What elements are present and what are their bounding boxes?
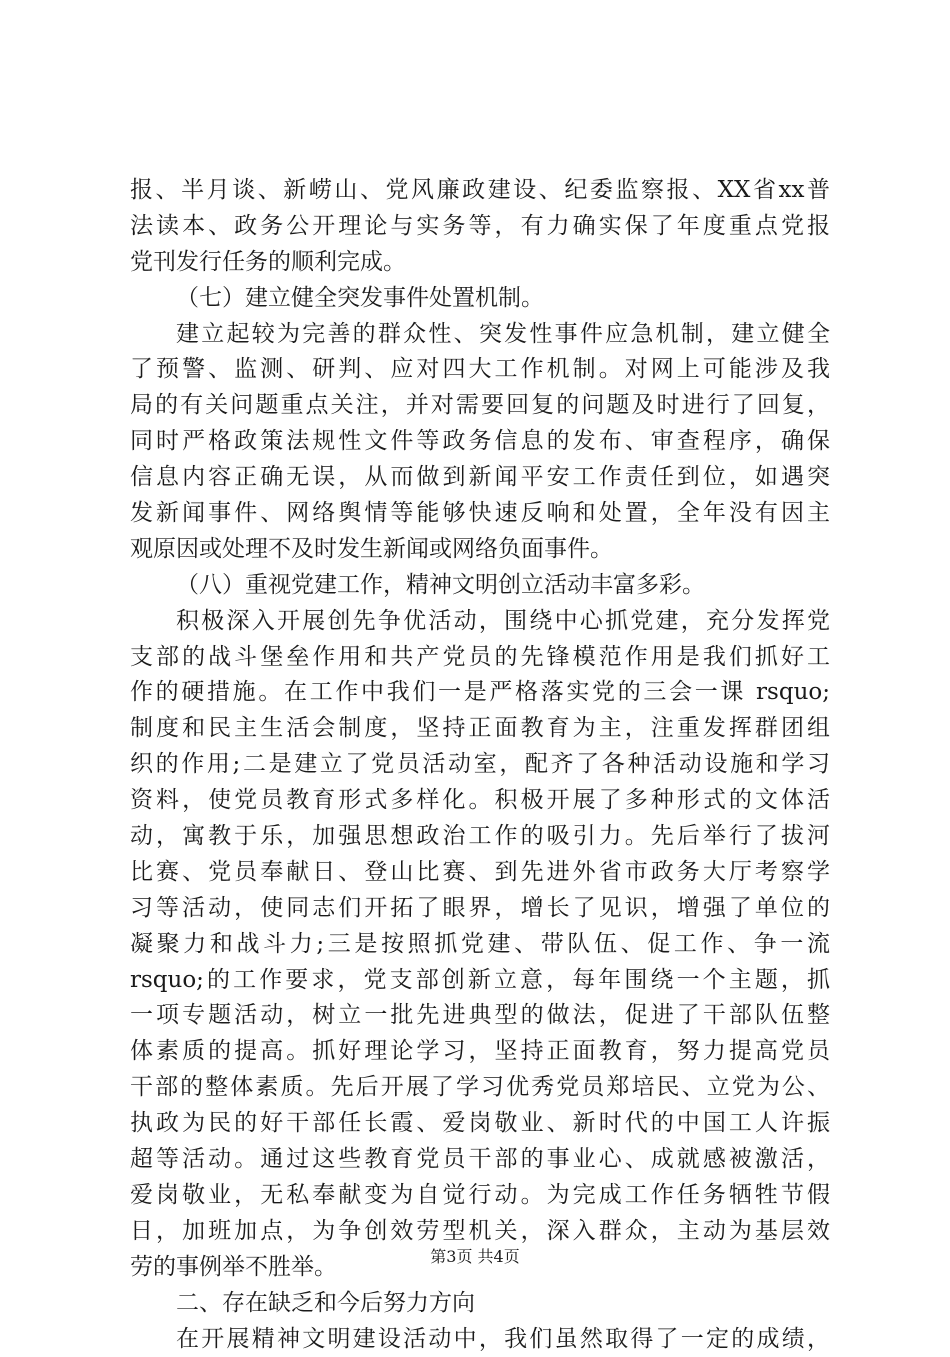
document-body: [130, 173, 830, 1357]
text-line: 信息内容正确无误，从而做到新闻平安工作责任到位，如遇突: [130, 460, 830, 496]
text-line: （八）重视党建工作，精神文明创立活动丰富多彩。: [130, 568, 830, 604]
text-line: 资料，使党员教育形式多样化。积极开展了多种形式的文体活: [130, 783, 830, 819]
text-line: 一项专题活动，树立一批先进典型的做法，促进了干部队伍整: [130, 998, 830, 1034]
text-line: 执政为民的好干部任长霞、爱岗敬业、新时代的中国工人许振: [130, 1106, 830, 1142]
text-line: 报、半月谈、新崂山、党风廉政建设、纪委监察报、XX省xx普: [130, 173, 830, 209]
text-line: 干部的整体素质。先后开展了学习优秀党员郑培民、立党为公、: [130, 1070, 830, 1106]
text-line: 日，加班加点，为争创效劳型机关，深入群众，主动为基层效: [130, 1214, 830, 1250]
text-line: 支部的战斗堡垒作用和共产党员的先锋模范作用是我们抓好工: [130, 640, 830, 676]
text-line: 动，寓教于乐，加强思想政治工作的吸引力。先后举行了拔河: [130, 819, 830, 855]
text-line: 了预警、监测、研判、应对四大工作机制。对网上可能涉及我: [130, 352, 830, 388]
text-line: 制度和民主生活会制度，坚持正面教育为主，注重发挥群团组: [130, 711, 830, 747]
text-line: 二、存在缺乏和今后努力方向: [130, 1286, 830, 1322]
text-line: 体素质的提高。抓好理论学习，坚持正面教育，努力提高党员: [130, 1034, 830, 1070]
text-line: 织的作用;二是建立了党员活动室，配齐了各种活动设施和学习: [130, 747, 830, 783]
text-line: 比赛、党员奉献日、登山比赛、到先进外省市政务大厅考察学: [130, 855, 830, 891]
text-line: rsquo;的工作要求，党支部创新立意，每年围绕一个主题，抓: [130, 963, 830, 999]
text-line: 同时严格政策法规性文件等政务信息的发布、审查程序，确保: [130, 424, 830, 460]
text-line: 凝聚力和战斗力;三是按照抓党建、带队伍、促工作、争一流: [130, 927, 830, 963]
text-line: 观原因或处理不及时发生新闻或网络负面事件。: [130, 532, 830, 568]
text-line: 超等活动。通过这些教育党员干部的事业心、成就感被激活，: [130, 1142, 830, 1178]
text-line: 作的硬措施。在工作中我们一是严格落实党的三会一课 rsquo;: [130, 675, 830, 711]
text-line: 爱岗敬业，无私奉献变为自觉行动。为完成工作任务牺牲节假: [130, 1178, 830, 1214]
text-line: 党刊发行任务的顺利完成。: [130, 245, 830, 281]
text-line: （七）建立健全突发事件处置机制。: [130, 281, 830, 317]
text-line: 发新闻事件、网络舆情等能够快速反响和处置，全年没有因主: [130, 496, 830, 532]
text-line: 劳的事例举不胜举。: [130, 1250, 830, 1286]
page-footer: 第3页 共4页: [0, 1247, 950, 1267]
text-line: 积极深入开展创先争优活动，围绕中心抓党建，充分发挥党: [130, 604, 830, 640]
text-line: 法读本、政务公开理论与实务等，有力确实保了年度重点党报: [130, 209, 830, 245]
text-line: 习等活动，使同志们开拓了眼界，增长了见识，增强了单位的: [130, 891, 830, 927]
text-line: 局的有关问题重点关注，并对需要回复的问题及时进行了回复，: [130, 388, 830, 424]
text-line: 建立起较为完善的群众性、突发性事件应急机制，建立健全: [130, 317, 830, 353]
text-line: 在开展精神文明建设活动中，我们虽然取得了一定的成绩，: [130, 1322, 830, 1357]
